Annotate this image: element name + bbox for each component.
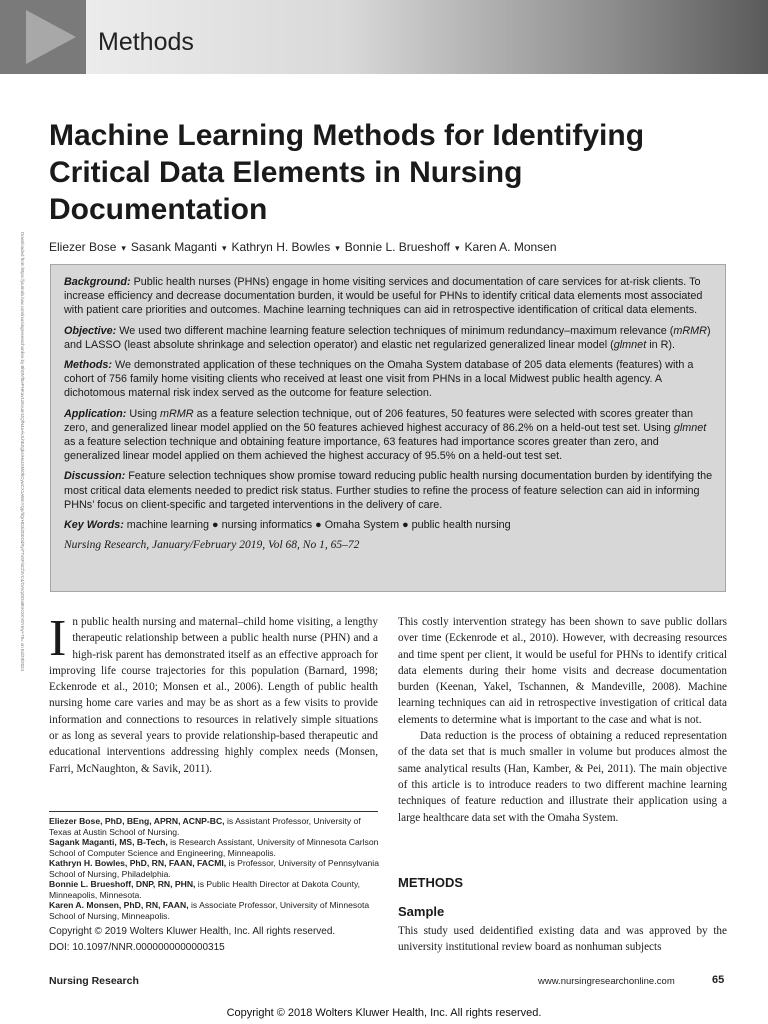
journal-citation: Nursing Research, January/February 2019, Vol 68, No 1, 65–72	[64, 539, 360, 552]
abstract-text: in R).	[646, 338, 675, 351]
abstract-text: Using	[129, 407, 160, 420]
abstract-label: Application:	[64, 407, 127, 420]
abstract-text: We used two different machine learning feature selection techniques of minimum redundancy–maximum relevance (	[119, 324, 674, 337]
author-bio	[49, 900, 381, 921]
abstract-emphasis: glmnet	[613, 338, 647, 351]
bio-text: is Research Assistant, University of Minnesota Carlson School of Computer Science and Engineering, Minneapolis.	[49, 837, 379, 858]
author-name: Bonnie L. Brueshoff	[344, 240, 450, 254]
author-name: Kathryn H. Bowles	[231, 240, 331, 254]
abstract-label: Discussion:	[64, 470, 126, 483]
author-bio	[49, 858, 381, 879]
author-bio	[49, 837, 381, 858]
author-bio	[49, 816, 381, 837]
body-paragraph: Data reduction is the process of obtaining a reduced representation of the data set that is much smaller in volume but produces almost the same analytical results (Han, Kamber, & Pei, 2011). The main objective of this article is to introduce readers to two different machine learning techniques of feature reduction and illustrate their application using a large healthcare data set with the Omaha System.	[398, 730, 727, 824]
author-list	[49, 240, 557, 254]
bio-name: Eliezer Bose, PhD, BEng, APRN, ACNP-BC,	[49, 816, 225, 826]
abstract-text: as a feature selection technique, out of 206 features, 50 features were selected with scores greater than zero, and generalized linear model applied on the 50 features achieved highest accuracy of 86.2% on a held-out test set. Using	[64, 407, 693, 434]
bio-text: is Assistant Professor, University of Texas at Austin School of Nursing.	[49, 816, 361, 837]
keywords-label: Key Words:	[64, 519, 124, 532]
footer-journal-name: Nursing Research	[49, 975, 139, 987]
author-separator: ▾	[454, 243, 460, 253]
methods-heading: METHODS	[398, 875, 463, 890]
bio-text: is Professor, University of Pennsylvania School of Nursing, Philadelphia.	[49, 858, 379, 879]
abstract-methods	[64, 358, 713, 401]
body-column-right	[398, 614, 727, 826]
abstract-application	[64, 407, 713, 464]
abstract-text: ) and LASSO (least absolute shrinkage and selection operator) and elastic net regularized generalized linear model (	[64, 324, 711, 351]
abstract-text: as a feature selection technique and obtaining feature importance, 63 features had importance scores greater than zero, and generalized linear model applied on them achieved the highest accuracy of 95.5% on a held-out test set.	[64, 436, 659, 463]
play-arrow-icon	[26, 10, 78, 64]
abstract-keywords: Key Words: machine learning ● nursing informatics ● Omaha System ● public health nursing	[64, 519, 511, 532]
author-separator: ▾	[121, 243, 126, 253]
bio-name: Sagank Maganti, MS, B-Tech,	[49, 837, 168, 847]
bio-text: is Associate Professor, University of Minnesota School of Nursing, Minneapolis.	[49, 900, 370, 921]
paragraph-text: n public health nursing and maternal–child home visiting, a lengthy therapeutic relationship between a public health nurse (PHN) and a high-risk parent has demonstrated itself as an effective approach for improving life course trajectories for this population (Barnard, 1998; Eckenrode et al., 2010; Monsen et al., 2006). Length of public health nursing home care varies and may be as short as a few visits to provide information and connections to resources in relatively simple situations or as long as several years to provide relationship-based therapeutic and educational interventions addressing highly complex needs (Monsen, Farri, McNaughton, & Savik, 2011).	[49, 616, 378, 775]
abstract-objective	[64, 324, 713, 352]
author-bios	[49, 816, 381, 921]
abstract-text: Feature selection techniques show promise toward reducing public health nursing documentation burden by identifying the most critical data elements needed to predict risk status. Further studies to refine the process of feature selection can aid in informing PHNs’ focus on client-specific and targeted interventions in the delivery of care.	[64, 470, 713, 511]
abstract-label: Objective:	[64, 324, 117, 337]
abstract-box	[50, 264, 726, 592]
bottom-copyright: Copyright © 2018 Wolters Kluwer Health, Inc. All rights reserved.	[226, 1007, 542, 1019]
section-marker-box	[0, 0, 86, 74]
abstract-emphasis: mRMR	[160, 407, 194, 420]
author-name: Karen A. Monsen	[464, 240, 557, 254]
footer-url-link[interactable]: www.nursingresearchonline.com	[538, 976, 675, 987]
doi-link[interactable]: DOI: 10.1097/NNR.0000000000000315	[49, 942, 225, 953]
download-side-note: Downloaded from https://journals.lww.com/nursingresearchonline by BhDMf5ePHKav1zEoum1tQfN4a+kJLhEZgbsIHo4XMi0hCywCX1AWnYQp/IlQrHD3i3D0OdRyi7TvSFl4Cf3VC4/OAVpDDa8KKGKV0Ymy+78= on 04/29/2024	[20, 232, 25, 671]
body-column-left	[49, 610, 378, 777]
abstract-emphasis: glmnet	[673, 421, 707, 434]
bio-name: Bonnie L. Brueshoff, DNP, RN, PHN,	[49, 879, 196, 889]
page-number: 65	[712, 974, 725, 986]
author-name: Eliezer Bose	[49, 240, 117, 254]
author-bio	[49, 879, 381, 900]
sample-subheading: Sample	[398, 904, 445, 919]
copyright-notice: Copyright © 2019 Wolters Kluwer Health, Inc. All rights reserved.	[49, 926, 336, 937]
keyword: nursing informatics	[221, 519, 313, 532]
keyword: Omaha System	[324, 519, 400, 532]
abstract-label: Methods:	[64, 359, 112, 372]
intro-paragraph	[49, 610, 378, 777]
abstract-emphasis: mRMR	[673, 324, 707, 337]
abstract-text: We demonstrated application of these techniques on the Omaha System database of 205 data elements (features) with a cohort of 756 family home visiting clients who received at least one visit from PHNs in a local Midwest public health agency. A dichotomous maternal risk index served as the outcome for feature selection.	[64, 359, 694, 400]
author-name: Sasank Maganti	[130, 240, 217, 254]
section-label: Methods	[98, 28, 194, 56]
bio-name: Kathryn H. Bowles, PhD, RN, FAAN, FACMI,	[49, 858, 227, 868]
author-separator: ▾	[335, 243, 340, 253]
drop-cap: I	[49, 610, 67, 667]
abstract-label: Background:	[64, 276, 131, 288]
article-title: Machine Learning Methods for Identifying Critical Data Elements in Nursing Documentation	[49, 119, 645, 226]
footnote-divider	[49, 811, 378, 812]
abstract-discussion	[64, 469, 713, 512]
keyword: machine learning	[126, 519, 210, 532]
body-paragraph: This costly intervention strategy has been shown to save public dollars over time (Eckenrode et al., 2010). However, with decreasing resources and time spent per client, it would be useful for PHNs to identify critical data elements during their home visits and decrease documentation burden (Keenan, Yakel, Tschannen, & Mandeville, 2008). Machine learning techniques can aid in retrospective investigation of critical data elements to determine what is important to the case and what is not.	[398, 616, 727, 726]
bio-name: Karen A. Monsen, PhD, RN, FAAN,	[49, 900, 189, 910]
sample-paragraph: This study used deidentified existing data and was approved by the university institutional review board as nonhuman subjects	[398, 925, 727, 954]
bio-text: is Public Health Director at Dakota County, Minneapolis, Minnesota.	[49, 879, 361, 900]
abstract-background	[64, 275, 713, 318]
author-separator: ▾	[221, 243, 227, 253]
abstract-text: Public health nurses (PHNs) engage in home visiting services and documentation of care services for at-risk clients. To increase efficiency and decrease documentation burden, it would be useful for PHNs to identify critical data elements most associated with patient care priorities and outcomes. Machine learning techniques can aid in retrospective identification of critical data elements.	[64, 276, 703, 317]
keyword: public health nursing	[411, 519, 511, 532]
